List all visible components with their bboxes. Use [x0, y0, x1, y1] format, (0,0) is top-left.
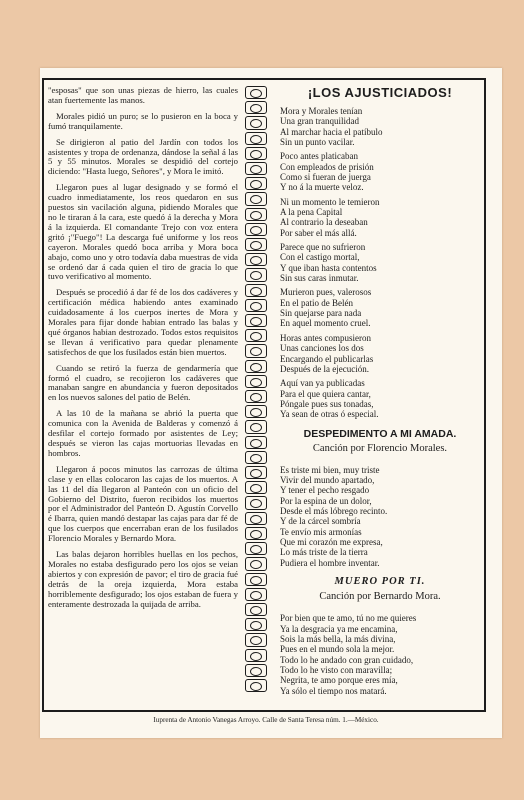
paragraph: Cuando se retiró la fuerza de gendarmería que formó el cuadro, se recojieron los cadáveres que manaban sangre en abundancia y fueron depositados en los nuevos salones del patio de Belén. — [48, 362, 238, 403]
ornament-icon — [245, 436, 267, 449]
poem-title: ¡LOS AJUSTICIADOS! — [307, 86, 453, 100]
song-verses-2: Por bien que te amo, tú no me quieres Ya la desgracia ya me encamina, Sois la más bella, la más divina, Pues en el mundo sola la mejor. Todo lo he andado con gran cuidado, Todo lo he visto con maravilla; Negrita, te amo porque eres mía, Ya sólo el tiempo nos matará. — [280, 613, 417, 696]
ornament-icon — [245, 299, 267, 312]
ornament-icon — [245, 238, 267, 251]
paragraph: A las 10 de la mañana se abrió la puerta que comunica con la Avenida de Balderas y comenzó á desfilar el cortejo formado por asistentes de Ley; después se vieron las cajas mortuorias llevadas en hombros. — [48, 408, 238, 458]
ornament-icon — [245, 664, 267, 677]
ornament-icon — [245, 542, 267, 555]
ornament-icon — [245, 573, 267, 586]
ornament-icon — [245, 649, 267, 662]
ornament-icon — [245, 86, 267, 99]
paragraph: Morales pidió un puro; se lo pusieron en la boca y fumó tranquilamente. — [48, 110, 238, 131]
ornament-icon — [245, 162, 267, 175]
ornament-icon — [245, 344, 267, 357]
song-subtitle-1: Canción por Florencio Morales. — [312, 442, 448, 454]
paragraph: Después se procedió á dar fé de los dos cadáveres y certificación médica habiendo antes examinado cuidadosamente á los cuerpos inertes de Mora y Morales para fijar donde habian entrado las balas y qué órganos habian destrozado. Todos estos requisitos se llevan á verificativo para quedar plenamente satisfechos de que los fusilados están bien muertos. — [48, 287, 238, 357]
stanza: Parece que no sufrieron Con el castigo mortal, Y que iban hasta contentos Sin sus caras inmutar. — [280, 242, 377, 284]
paragraph: Se dirigieron al patio del Jardín con todos los asistentes y tropa de ordenanza, dándose la señal á las 5 y 55 minutos. Morales se despidió del cortejo diciendo: "Hasta luego, Señores", y Mora le imitó. — [48, 136, 238, 177]
ornament-icon — [245, 284, 267, 297]
ornament-icon — [245, 192, 267, 205]
stanza: Aquí van ya publicadas Para el que quiera cantar, Póngale pues sus tonadas, Ya sean de otras ó especial. — [280, 378, 379, 420]
ornament-icon — [245, 360, 267, 373]
stanza: Horas antes compusieron Unas canciones los dos Encargando el publicarlas Después de la ejecución. — [280, 332, 374, 374]
ornament-icon — [245, 390, 267, 403]
stanza: Ni un momento le temieron A la pena Capital Al contrario la deseaban Por saber el más allá. — [280, 196, 380, 238]
ornamental-divider — [243, 86, 269, 692]
ornament-icon — [245, 375, 267, 388]
paragraph: Llegaron á pocos minutos las carrozas de última clase y en ellas colocaron las cajas de los muertos. A las 11 del día llegaron al Panteón con un oficio del Gobierno del Distrito, fueron recibidos los muertos por el Administrador del Panteón D. Agustín Corvello é Ibarra, quien mandó destapar las cajas para dar fé de que los cuerpos que encerraban eran de los fusilados Florencio Morales y Bernardo Mora. — [48, 463, 238, 544]
ornament-icon — [245, 314, 267, 327]
ornament-icon — [245, 588, 267, 601]
ornament-icon — [245, 132, 267, 145]
stanza: Murieron pues, valerosos En el patio de Belén Sin quejarse para nada En aquel momento cruel. — [280, 287, 372, 329]
ornament-icon — [245, 496, 267, 509]
ornament-icon — [245, 679, 267, 692]
ornament-icon — [245, 223, 267, 236]
song-title-2: MUERO POR TI. — [334, 576, 426, 588]
ornament-icon — [245, 253, 267, 266]
song-verses-1: Es triste mi bien, muy triste Vivir del mundo apartado, Y tener el pecho resgado Por la espina de un dolor, Desde el más lóbrego recinto. Y de la cárcel sombría Te envío mis armonías Que mi corazón me expresa, Lo más triste de la tierra Pudiera el hombre inventar. — [280, 464, 388, 568]
paragraph: Llegaron pues al lugar designado y se formó el cuadro inmediatamente, los reos quedaron en sus puestos sin vacilación alguna, pidiendo Morales que no le tiraran á la cara, este quedó á la derecha y Mora á la izquierda. El comandante Trejo con voz entera gritó ¡"Fuego"! La descarga fué uniforme y los reos cayeron. Morales quedó boca arriba y Mora boca abajo, como uno y otro todavía daba muestras de vida se ordenó dar á cada quien el tiro de gracia lo que tuvo verificativo al momento. — [48, 182, 238, 282]
ornament-icon — [245, 101, 267, 114]
ornament-icon — [245, 329, 267, 342]
ornament-icon — [245, 177, 267, 190]
ornament-icon — [245, 116, 267, 129]
ornament-icon — [245, 405, 267, 418]
stanza: Mora y Morales tenían Una gran tranquilidad Al marchar hacia el patíbulo Sin un punto vacilar. — [280, 105, 383, 147]
ornament-icon — [245, 603, 267, 616]
ornament-icon — [245, 633, 267, 646]
printer-imprint: Iuprenta de Antonio Vanegas Arroyo. Calle de Santa Teresa núm. 1.—México. — [153, 716, 379, 724]
right-column — [280, 86, 480, 696]
ornament-icon — [245, 451, 267, 464]
ornament-icon — [245, 268, 267, 281]
paragraph: "esposas" que son unas piezas de hierro, las cuales atan fuertemente las manos. — [48, 86, 238, 105]
song-subtitle-2: Canción por Bernardo Mora. — [319, 591, 441, 603]
ornament-icon — [245, 512, 267, 525]
song-title-1: DESPEDIMENTO A MI AMADA. — [303, 427, 457, 440]
paragraph: Las balas dejaron horribles huellas en los pechos, Morales no estaba desfigurado pero los ojos se veian abiertos y con expresión de pavor; el tiro de gracia fué detrás de la oreja izquierda, Mora estaba horriblemente desfigurado; los ojos estaban de fuera y enteramente destrozada la quijada de arriba. — [48, 549, 238, 609]
ornament-icon — [245, 466, 267, 479]
ornament-icon — [245, 208, 267, 221]
stanza: Poco antes platicaban Con empleados de prisión Como si fueran de juerga Y no á la muerte veloz. — [280, 151, 374, 193]
left-column — [48, 86, 238, 694]
ornament-icon — [245, 147, 267, 160]
ornament-icon — [245, 618, 267, 631]
ornament-icon — [245, 481, 267, 494]
ornament-icon — [245, 420, 267, 433]
ornament-icon — [245, 557, 267, 570]
ornament-icon — [245, 527, 267, 540]
